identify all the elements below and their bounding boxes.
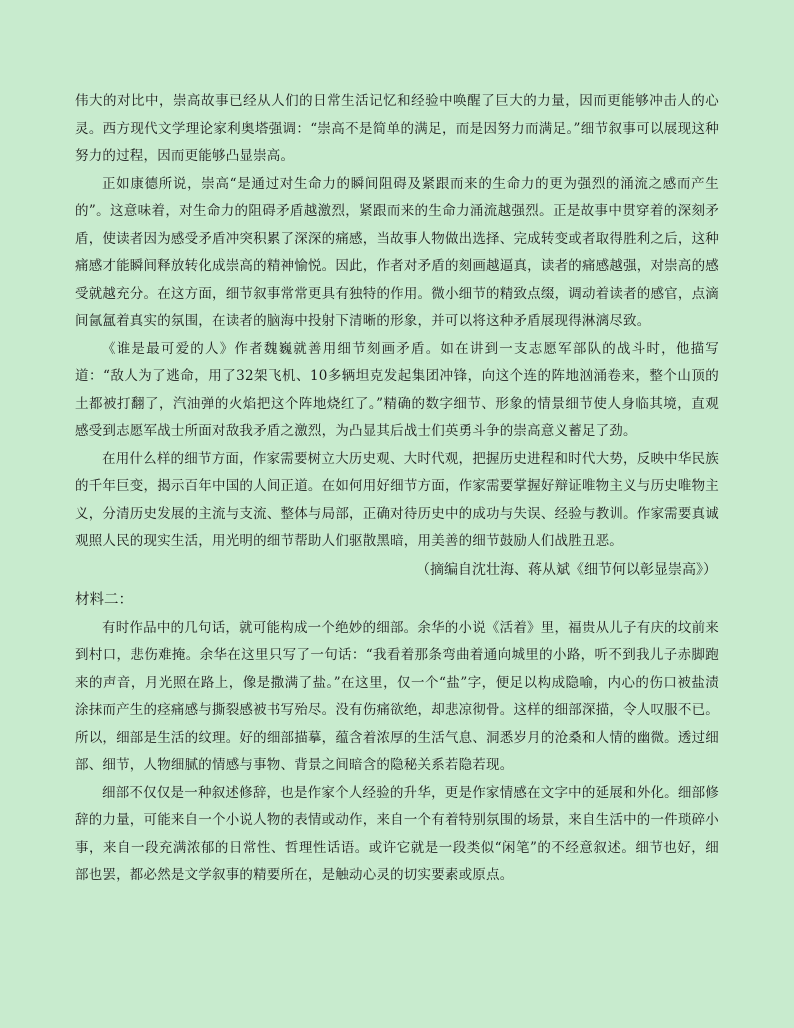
paragraph-yuhua: 有时作品中的几句话，就可能构成一个绝妙的细部。余华的小说《活着》里，福贵从儿子有庆的坟前来到村口，悲伤难掩。余华在这里只写了一句话：“我看着那条弯曲着通向城里的小路，听不到我儿子赤脚跑来的声音，月光照在路上，像是撒满了盐。”在这里，仅一个“盐”字，便足以构成隐喻，内心的伤口被盐渍涂抹而产生的痉痛感与撕裂感被书写殆尽。没有伤痛欲绝，却悲凉彻骨。这样的细部深描，令人叹服不已。所以，细部是生活的纹理。好的细部描摹，蕴含着浓厚的生活气息、洞悉岁月的沧桑和人情的幽微。透过细部、细节，人物细腻的情感与事物、背景之间暗含的隐秘关系若隐若现。: [75, 619, 719, 773]
paragraph-kant: 正如康德所说，崇高“是通过对生命力的瞬间阻碍及紧跟而来的生命力的更为强烈的涌流之感而产生的”。这意味着，对生命力的阻碍矛盾越激烈，紧跟而来的生命力涌流越强烈。正是故事中贯穿着的深刻矛盾，使读者因为感受矛盾冲突积累了深深的痛感，当故事人物做出选择、完成转变或者取得胜利之后，这种痛感才能瞬间释放转化成崇高的精神愉悦。因此，作者对矛盾的刻画越逼真，读者的痛感越强，对崇高的感受就越充分。在这方面，细节叙事常常更具有独特的作用。微小细节的精致点缀，调动着读者的感官，点滴间氤氲着真实的氛围，在读者的脑海中投射下清晰的形象，并可以将这种矛盾展现得淋漓尽致。: [75, 175, 719, 329]
document-page: [75, 88, 719, 890]
paragraph-continued: 伟大的对比中，崇高故事已经从人们的日常生活记忆和经验中唤醒了巨大的力量，因而更能够冲击人的心灵。西方现代文学理论家利奥塔强调：“崇高不是简单的满足，而是因努力而满足。”细节叙事可以展现这种努力的过程，因而更能够凸显崇高。: [75, 93, 719, 164]
paragraph-weiwei: 《谁是最可爱的人》作者魏巍就善用细节刻画矛盾。如在讲到一支志愿军部队的战斗时，他描写道：“敌人为了逃命，用了32架飞机、10多辆坦克发起集团冲锋，向这个连的阵地汹涌卷来，整个山顶的土都被打翻了，汽油弹的火焰把这个阵地烧红了。”精确的数字细节、形象的情景细节使人身临其境，直观感受到志愿军战士所面对敌我矛盾之激烈，为凸显其后战士们英勇斗争的崇高意义蓄足了劲。: [75, 340, 719, 439]
source-citation: （摘编自沈壮海、蒋从斌《细节何以彰显崇高》）: [416, 560, 717, 577]
paragraph-detail-rhetoric: 细部不仅仅是一种叙述修辞，也是作家个人经验的升华，更是作家情感在文字中的延展和外化。细部修辞的力量，可能来自一个小说人物的表情或动作，来自一个有着特别氛围的场景，来自生活中的一件琐碎小事，来自一段充满浓郁的日常性、哲理性话语。或许它就是一段类似“闲笔”的不经意叙述。细节也好，细部也罢，都必然是文学叙事的精要所在，是触动心灵的切实要素或原点。: [75, 784, 719, 883]
material-two-heading: 材料二：: [75, 592, 133, 608]
paragraph-history-view: 在用什么样的细节方面，作家需要树立大历史观、大时代观，把握历史进程和时代大势，反映中华民族的千年巨变，揭示百年中国的人间正道。在如何用好细节方面，作家需要掌握好辩证唯物主义与历史唯物主义，分清历史发展的主流与支流、整体与局部，正确对待历史中的成功与失误、经验与教训。作家需要真诚观照人民的现实生活，用光明的细节帮助人们驱散黑暗，用美善的细节鼓励人们战胜丑恶。: [75, 450, 719, 549]
